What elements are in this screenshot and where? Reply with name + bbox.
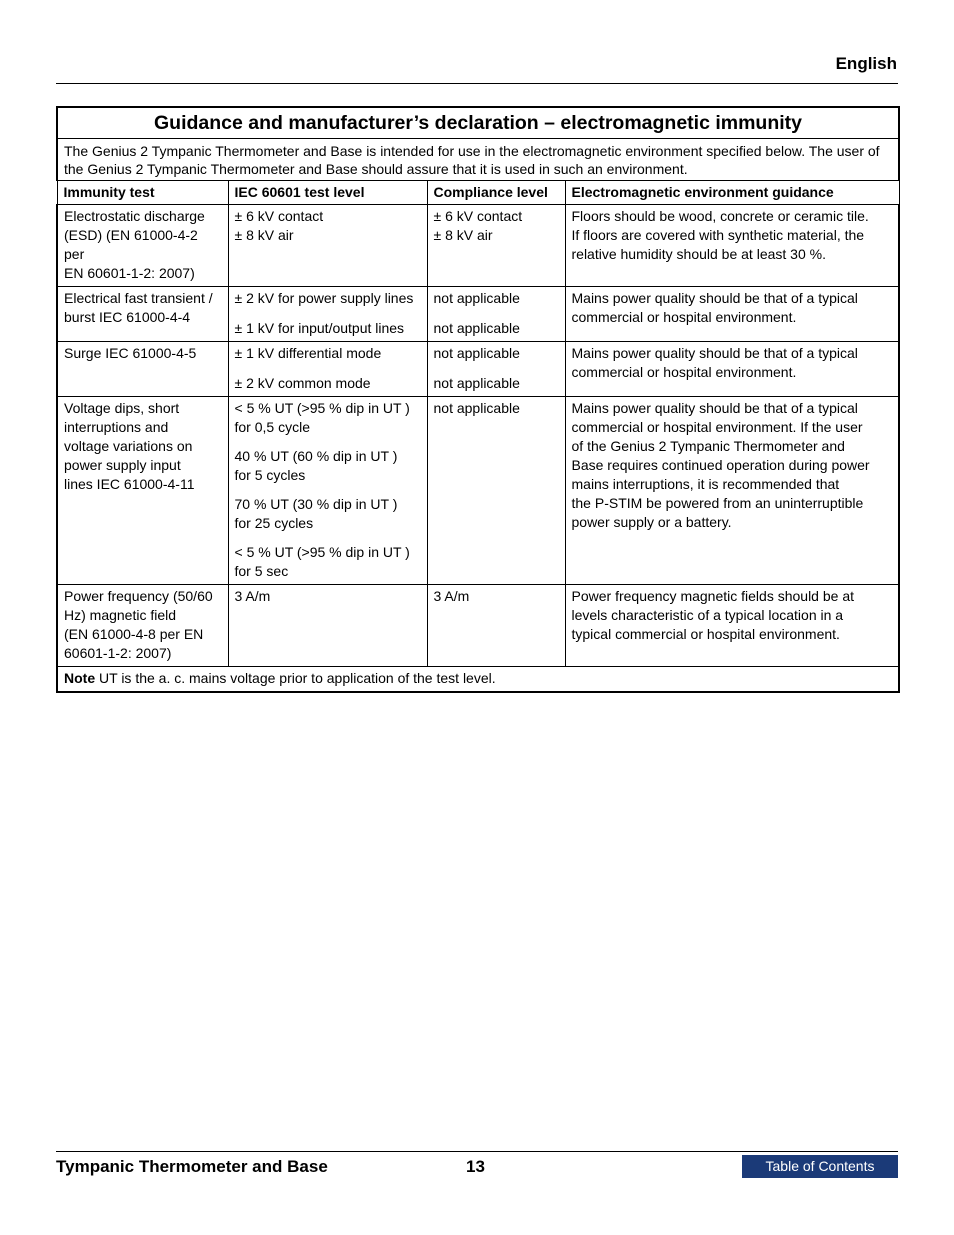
compliance-level-cell: not applicable not applicable xyxy=(427,287,565,342)
footer-title: Tympanic Thermometer and Base xyxy=(56,1157,328,1176)
note-label: Note xyxy=(64,670,96,686)
guidance-cell: Mains power quality should be that of a typical commercial or hospital environment. If the user of the Genius 2 Tympanic Thermometer and Base requires continued operation during power mains interruptions, it is recommended that the P-STIM be powered from an uninterruptible power supply or a battery. xyxy=(565,397,899,585)
test-level-cell: ± 6 kV contact ± 8 kV air xyxy=(228,205,427,287)
immunity-test-cell: Voltage dips, short interruptions and voltage variations on power supply input lines IEC 61000-4-11 xyxy=(57,397,228,585)
test-level-cell: ± 2 kV for power supply lines ± 1 kV for input/output lines xyxy=(228,287,427,342)
immunity-test-cell: Surge IEC 61000-4-5 xyxy=(57,342,228,397)
emc-immunity-table xyxy=(56,106,900,693)
column-header-compliance-level: Compliance level xyxy=(427,181,565,205)
header-rule xyxy=(56,83,898,84)
table-of-contents-button[interactable]: Table of Contents xyxy=(742,1155,898,1178)
test-level-cell: ± 1 kV differential mode ± 2 kV common mode xyxy=(228,342,427,397)
immunity-test-cell: Electrical fast transient / burst IEC 61000-4-4 xyxy=(57,287,228,342)
compliance-level-cell: not applicable xyxy=(427,397,565,585)
test-level-cell: 3 A/m xyxy=(228,585,427,667)
guidance-cell: Mains power quality should be that of a typical commercial or hospital environment. xyxy=(565,287,899,342)
table-row xyxy=(57,342,899,397)
immunity-test-cell: Power frequency (50/60 Hz) magnetic field (EN 61000-4-8 per EN 60601-1-2: 2007) xyxy=(57,585,228,667)
note-row xyxy=(57,667,899,693)
guidance-cell: Power frequency magnetic fields should be at levels characteristic of a typical location in a typical commercial or hospital environment. xyxy=(565,585,899,667)
column-header-immunity-test: Immunity test xyxy=(57,181,228,205)
table-title: Guidance and manufacturer’s declaration – electromagnetic immunity xyxy=(57,107,899,139)
test-level-cell: < 5 % UT (>95 % dip in UT ) for 0,5 cycle 40 % UT (60 % dip in UT ) for 5 cycles 70 % UT (30 % dip in UT ) for 25 cycles < 5 % UT (>95 % dip in UT ) for 5 sec xyxy=(228,397,427,585)
immunity-test-cell: Electrostatic discharge (ESD) (EN 61000-4-2 per EN 60601-1-2: 2007) xyxy=(57,205,228,287)
compliance-level-cell: 3 A/m xyxy=(427,585,565,667)
table-row xyxy=(57,205,899,287)
language-label: English xyxy=(835,54,897,73)
compliance-level-cell: ± 6 kV contact ± 8 kV air xyxy=(427,205,565,287)
page-number: 13 xyxy=(466,1157,485,1176)
table-row xyxy=(57,585,899,667)
compliance-level-cell: not applicable not applicable xyxy=(427,342,565,397)
column-header-guidance: Electromagnetic environment guidance xyxy=(565,181,899,205)
table-row xyxy=(57,397,899,585)
column-header-test-level: IEC 60601 test level xyxy=(228,181,427,205)
table-intro: The Genius 2 Tympanic Thermometer and Base is intended for use in the electromagnetic environment specified below. The user of the Genius 2 Tympanic Thermometer and Base should assure that it is used in such an environment. xyxy=(57,139,899,181)
table-row xyxy=(57,287,899,342)
note-text: UT is the a. c. mains voltage prior to application of the test level. xyxy=(95,670,496,686)
table-note xyxy=(57,667,899,693)
footer-rule xyxy=(56,1151,898,1152)
guidance-cell: Floors should be wood, concrete or ceramic tile. If floors are covered with synthetic material, the relative humidity should be at least 30 %. xyxy=(565,205,899,287)
column-header-row xyxy=(57,181,899,205)
guidance-cell: Mains power quality should be that of a typical commercial or hospital environment. xyxy=(565,342,899,397)
